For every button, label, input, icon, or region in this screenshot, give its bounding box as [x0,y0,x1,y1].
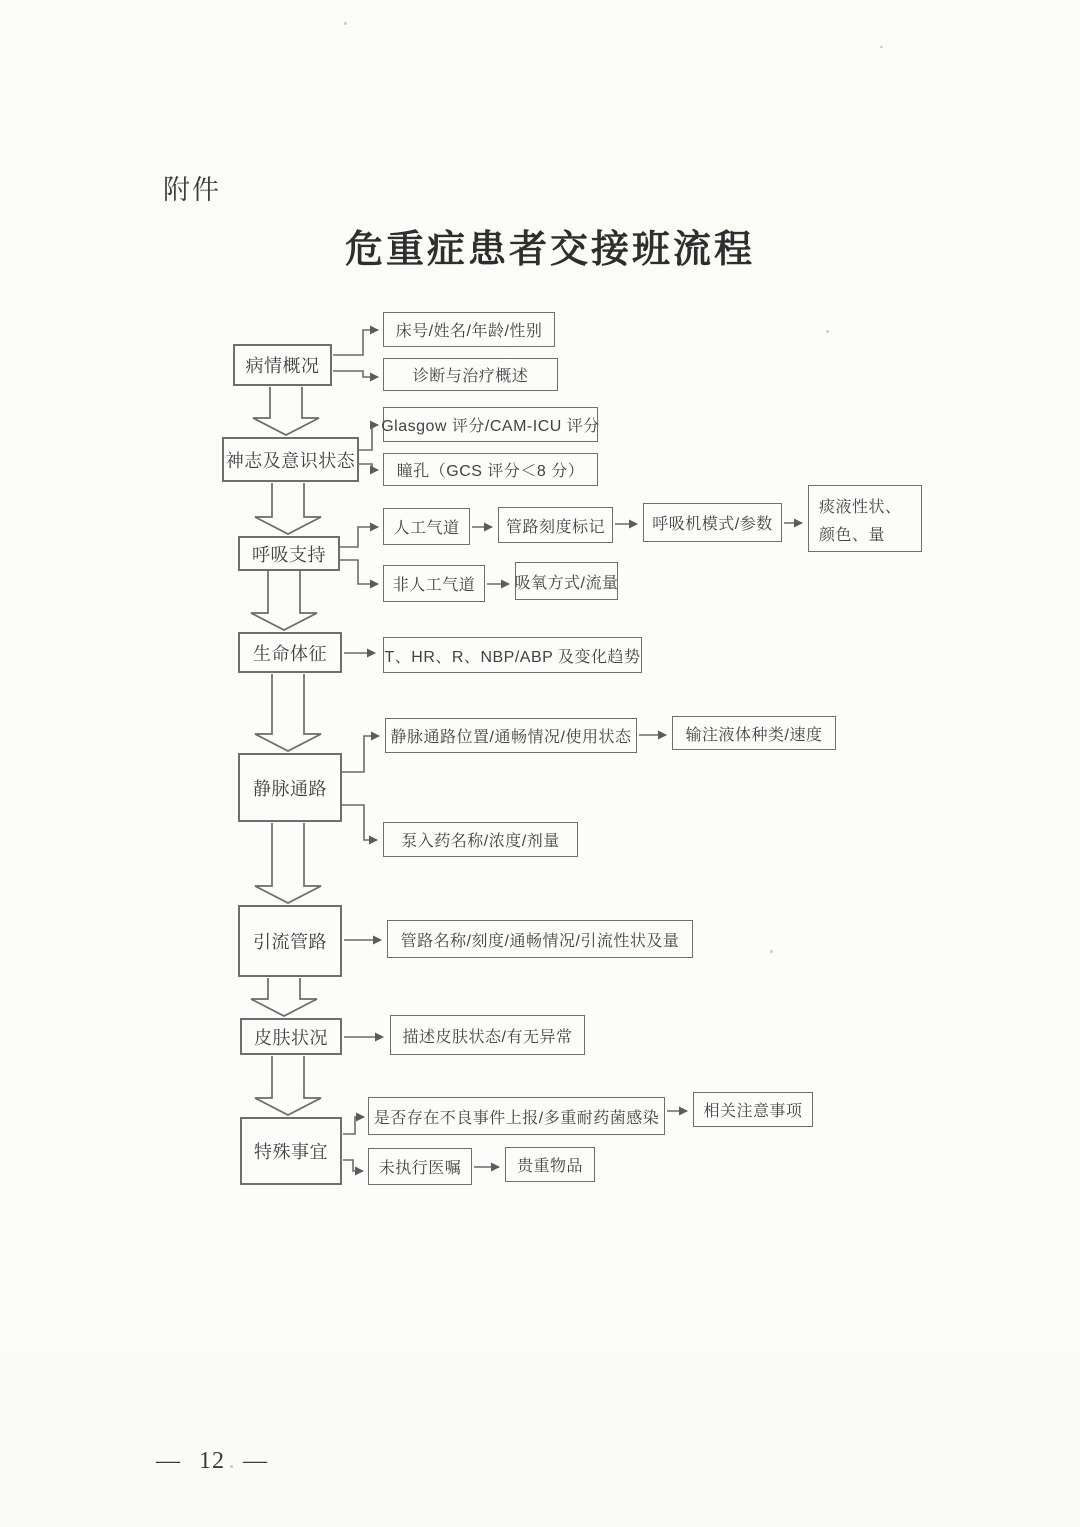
flow-detail-artificial-airway: 人工气道 [383,508,470,545]
flow-step-venous-access: 静脉通路 [238,753,342,822]
connector-consciousness-pupil [359,464,378,470]
flow-detail-diagnosis-treatment: 诊断与治疗概述 [383,358,558,391]
attachment-label: 附件 [163,175,221,205]
connector-special-orders [343,1160,363,1171]
flow-detail-drainage-info: 管路名称/刻度/通畅情况/引流性状及量 [387,920,693,958]
connector-resp-nonartificial [340,560,378,584]
flow-step-condition-overview: 病情概况 [233,344,332,386]
flow-detail-venous-position: 静脉通路位置/通畅情况/使用状态 [385,718,637,753]
down-arrows [251,387,321,1115]
down-arrow-4-icon [255,674,321,751]
flow-step-consciousness-status: 神志及意识状态 [222,437,359,482]
scan-speckle [344,22,347,25]
connector-condition-diagnosis [333,371,378,377]
flow-detail-pupil-gcs: 瞳孔（GCS 评分＜8 分） [383,453,598,486]
flow-detail-related-notes: 相关注意事项 [693,1092,813,1127]
scan-speckle [770,950,773,953]
page-number: 12 [199,1448,225,1474]
flow-detail-sputum-character: 痰液性状、颜色、量 [808,485,922,552]
flow-detail-infusion-type-speed: 输注液体种类/速度 [672,716,836,750]
flow-step-skin-condition: 皮肤状况 [240,1018,342,1055]
flow-step-drainage-tubes: 引流管路 [238,905,342,977]
footer-dash-left: — [156,1448,181,1474]
flow-detail-bed-info: 床号/姓名/年龄/性别 [383,312,555,347]
flow-detail-oxygen-method: 吸氧方式/流量 [515,562,618,600]
connector-condition-bedinfo [333,330,378,355]
flow-detail-adverse-event: 是否存在不良事件上报/多重耐药菌感染 [368,1097,665,1135]
flow-detail-pump-drug: 泵入药名称/浓度/剂量 [383,822,578,857]
down-arrow-1-icon [253,387,319,435]
connector-venous-position [342,736,379,772]
page-footer [156,1448,268,1475]
connector-consciousness-glasgow [359,425,378,450]
down-arrow-7-icon [255,1056,321,1115]
down-arrow-3-icon [251,571,317,630]
flow-step-vital-signs: 生命体征 [238,632,342,673]
down-arrow-2-icon [255,483,321,534]
flow-step-special-matters: 特殊事宜 [240,1117,342,1185]
page-title: 危重症患者交接班流程 [344,229,755,271]
flow-step-respiratory-support: 呼吸支持 [238,536,340,571]
flow-detail-glasgow-cam-icu: Glasgow 评分/CAM-ICU 评分 [383,407,598,442]
scan-speckle [826,330,829,333]
flow-detail-unexecuted-orders: 未执行医嘱 [368,1148,472,1185]
down-arrow-6-icon [251,978,317,1016]
flow-detail-skin-description: 描述皮肤状态/有无异常 [390,1015,585,1055]
footer-dash-right: — [243,1448,268,1474]
connector-venous-pumpdrug [342,805,377,840]
scan-speckle [880,46,883,48]
down-arrow-5-icon [255,823,321,903]
flow-detail-tube-scale-mark: 管路刻度标记 [498,507,613,543]
connector-resp-artificial [340,527,378,547]
connector-special-adverse [343,1117,364,1134]
flow-detail-ventilator-mode: 呼吸机模式/参数 [643,503,782,542]
scan-speckle [230,1465,233,1468]
flow-detail-non-artificial-airway: 非人工气道 [383,565,485,602]
flow-detail-valuables: 贵重物品 [505,1147,595,1182]
flow-detail-vitals-trend: T、HR、R、NBP/ABP 及变化趋势 [383,637,642,673]
